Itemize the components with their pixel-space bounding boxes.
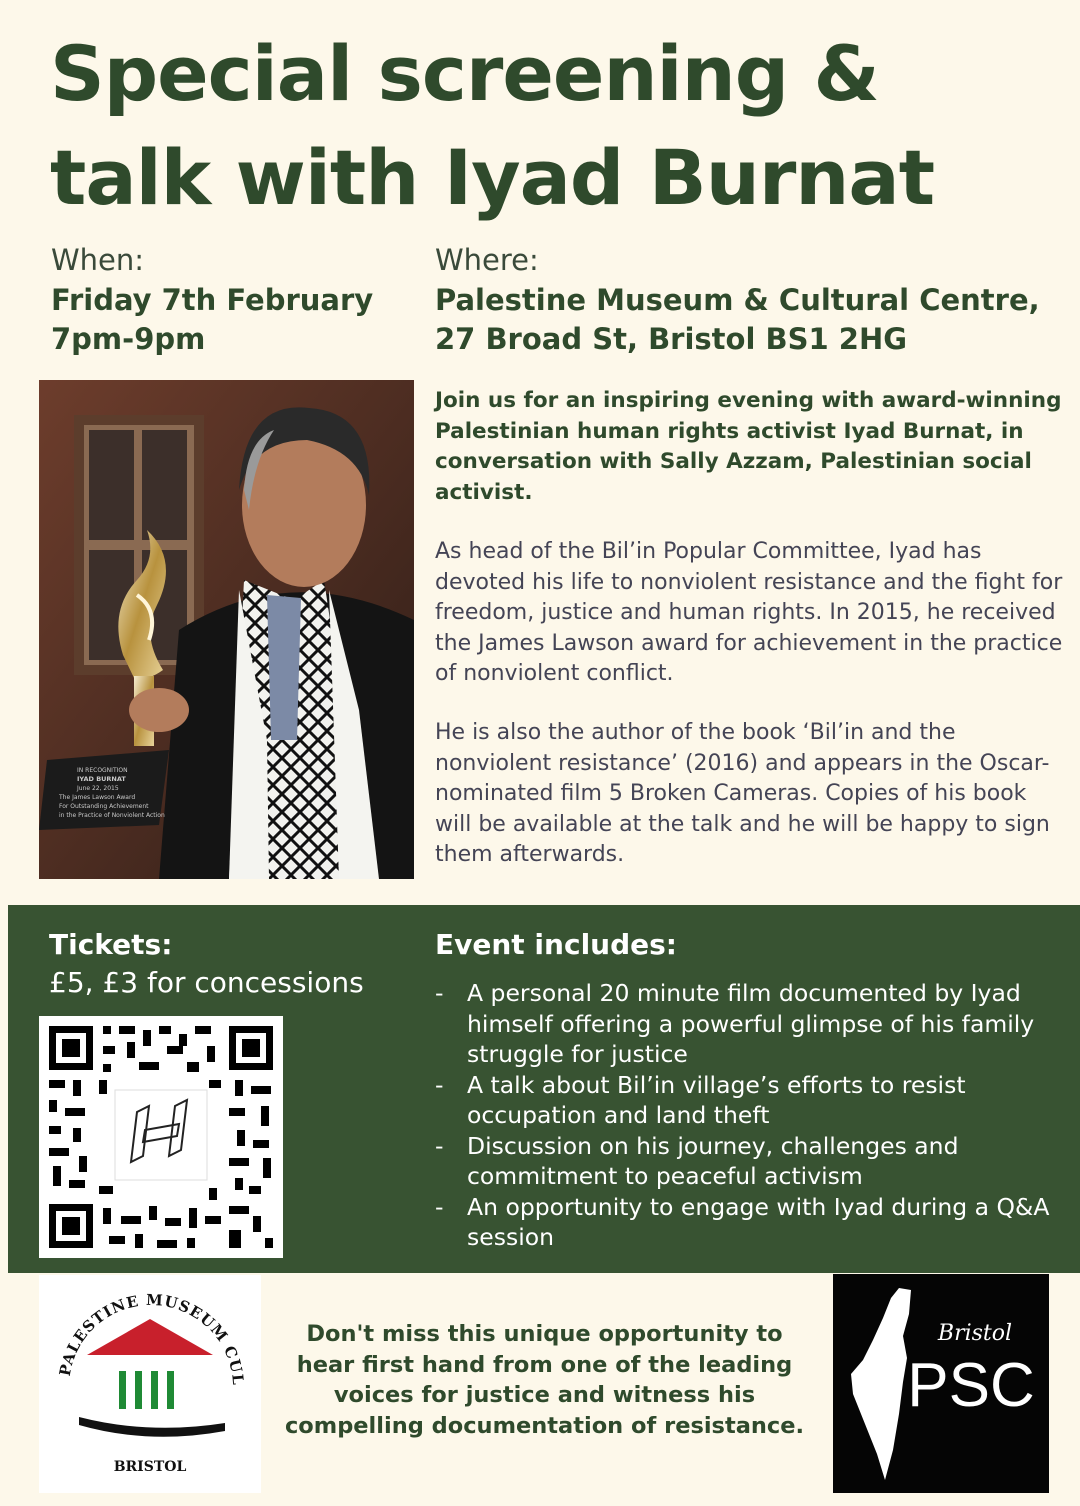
palestine-museum-logo <box>39 1275 261 1493</box>
event-includes-label: Event includes: <box>435 928 677 961</box>
title-line-1: Special screening & <box>50 29 879 118</box>
qr-code[interactable] <box>39 1016 283 1258</box>
tickets-label: Tickets: <box>49 928 173 961</box>
plaque-line-6: in the Practice of Nonviolent Action <box>59 812 165 819</box>
psc-emblem <box>833 1274 1049 1493</box>
event-time: 7pm-9pm <box>51 322 206 356</box>
portrait-illustration <box>39 380 414 879</box>
bio-paragraph-1: As head of the Bil’in Popular Committee, Iyad has devoted his life to nonviolent resistance and the fight for freedom, justice and human rights. In 2015, he received the James Lawson award for achievement in the practice of nonviolent conflict. <box>435 539 1063 686</box>
plaque-line-4: The James Lawson Award <box>59 794 136 801</box>
title-line-2: talk with Iyad Burnat <box>50 133 935 222</box>
page-title <box>50 22 1060 230</box>
iyad-burnat-photo <box>39 380 414 879</box>
psc-script-text: Bristol <box>937 1321 1013 1346</box>
palestine-map-icon <box>851 1288 911 1480</box>
plaque-line-5: For Outstanding Achievement <box>59 803 149 810</box>
when-details <box>51 281 373 359</box>
where-label: Where: <box>435 243 539 277</box>
closing-message: Don't miss this unique opportunity to hear first hand from one of the leading voices for justice and witness his compelling documentation of resistance. <box>284 1321 805 1439</box>
intro-paragraph: Join us for an inspiring evening with award-winning Palestinian human rights activist Iyad Burnat, in conversation with Sally Azzam, Palestinian social activist. <box>435 388 1062 505</box>
plaque-line-3: June 22, 2015 <box>77 785 119 792</box>
bio-paragraph-2: He is also the author of the book ‘Bil’in and the nonviolent resistance’ (2016) and appears in the Oscar-nominated film 5 Broken Cameras. Copies of his book will be available at the talk and he will be happy to sign them afterwards. <box>435 720 1050 867</box>
event-includes-list <box>433 978 1073 1253</box>
list-item: - An opportunity to engage with Iyad during a Q&A session <box>433 1192 1073 1253</box>
ticket-price: £5, £3 for concessions <box>49 966 364 999</box>
list-item: - Discussion on his journey, challenges and commitment to peaceful activism <box>433 1131 1073 1192</box>
museum-emblem <box>39 1275 261 1493</box>
bristol-psc-logo <box>833 1274 1049 1493</box>
museum-logo-ring-text: PALESTINE MUSEUM CUL <box>55 1290 248 1386</box>
qr-code-icon <box>39 1016 283 1258</box>
plaque-line-2: IYAD BURNAT <box>77 775 126 783</box>
where-details <box>435 281 1040 359</box>
list-item: - A talk about Bil’in village’s efforts to resist occupation and land theft <box>433 1070 1073 1131</box>
list-item: - A personal 20 minute film documented by Iyad himself offering a powerful glimpse of his family struggle for justice <box>433 978 1073 1070</box>
event-date: Friday 7th February <box>51 283 374 317</box>
plaque-line-1: IN RECOGNITION <box>77 767 128 774</box>
venue-address: 27 Broad St, Bristol BS1 2HG <box>435 322 908 356</box>
when-label: When: <box>51 243 145 277</box>
museum-logo-city: BRISTOL <box>113 1459 187 1475</box>
psc-text: PSC <box>907 1351 1035 1420</box>
venue-name: Palestine Museum & Cultural Centre, <box>435 283 1040 317</box>
